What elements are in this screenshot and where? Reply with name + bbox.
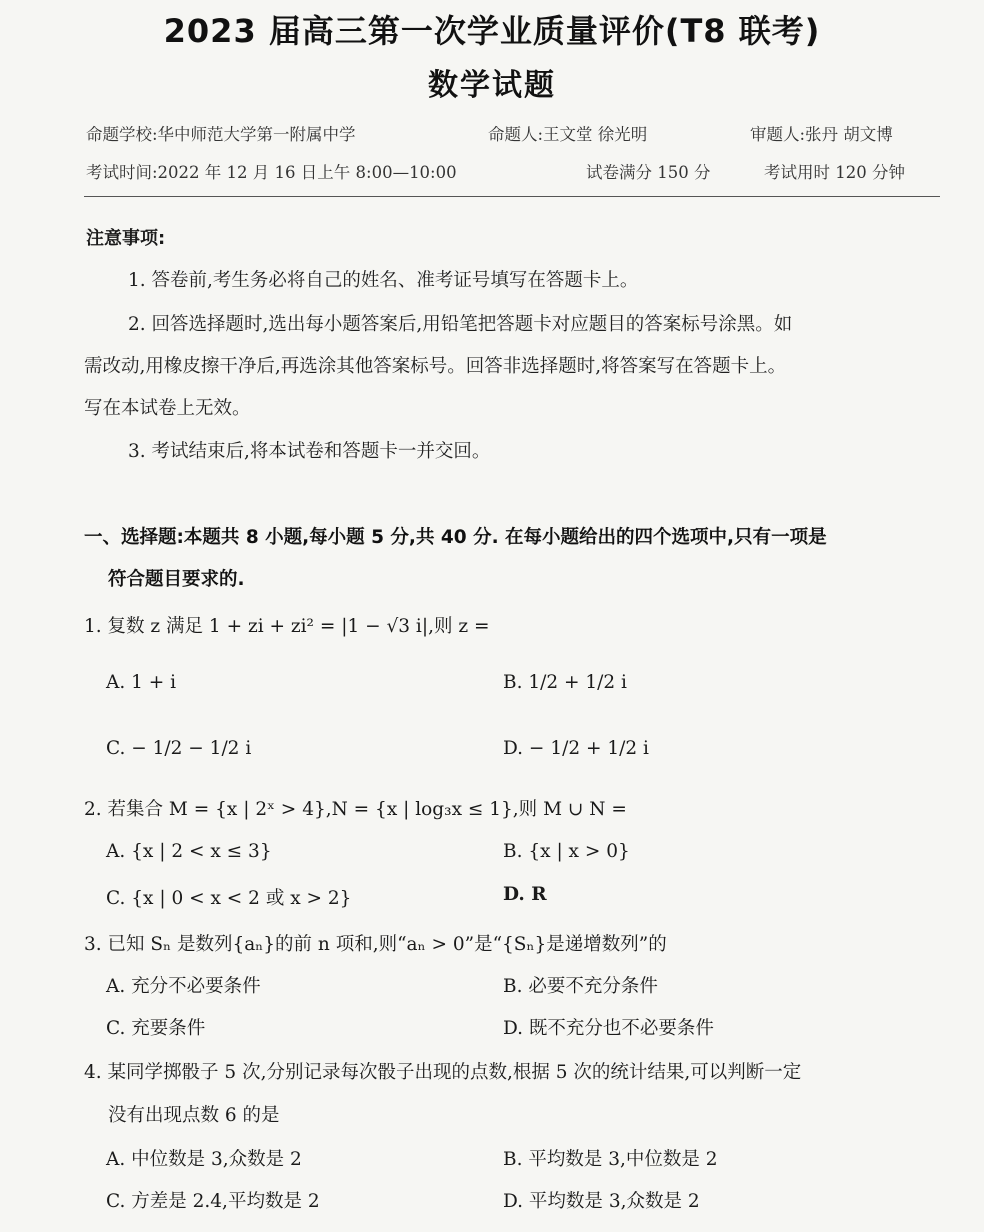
section-1-heading: 一、选择题:本题共 8 小题,每小题 5 分,共 40 分. 在每小题给出的四个选项中,只有一项是 bbox=[84, 527, 827, 548]
notice-item-2-line-2: 需改动,用橡皮擦干净后,再选涂其他答案标号。回答非选择题时,将答案写在答题卡上。 bbox=[84, 356, 787, 377]
question-4-stem-line-2: 没有出现点数 6 的是 bbox=[108, 1105, 280, 1126]
notice-item-2-line-1: 2. 回答选择题时,选出每小题答案后,用铅笔把答题卡对应题目的答案标号涂黑。如 bbox=[128, 314, 793, 335]
section-1-heading-cont: 符合题目要求的. bbox=[108, 569, 245, 590]
notice-title: 注意事项: bbox=[86, 228, 166, 249]
question-1-option-a: A. 1 + i bbox=[106, 672, 177, 693]
exam-subject: 数学试题 bbox=[428, 68, 556, 103]
question-2-stem: 2. 若集合 M = {x | 2ˣ > 4},N = {x | log₃x ≤ 1},则 M ∪ N = bbox=[84, 799, 627, 820]
question-1-option-c: C. − 1/2 − 1/2 i bbox=[106, 738, 252, 759]
question-1-stem: 1. 复数 z 满足 1 + zi + zi² = |1 − √3 i|,则 z = bbox=[84, 616, 490, 637]
exam-title: 2023 届高三第一次学业质量评价(T8 联考) bbox=[163, 12, 821, 50]
question-3-option-a: A. 充分不必要条件 bbox=[106, 976, 261, 997]
question-2-option-c: C. {x | 0 < x < 2 或 x > 2} bbox=[106, 888, 352, 909]
exam-meta-row-1 bbox=[86, 121, 946, 145]
question-3-option-d: D. 既不充分也不必要条件 bbox=[503, 1018, 714, 1039]
question-3-option-c: C. 充要条件 bbox=[106, 1018, 206, 1039]
question-2-option-b: B. {x | x > 0} bbox=[503, 841, 630, 862]
notice-item-1: 1. 答卷前,考生务必将自己的姓名、准考证号填写在答题卡上。 bbox=[128, 270, 639, 291]
question-3-option-b: B. 必要不充分条件 bbox=[503, 976, 658, 997]
question-2-option-d: D. R bbox=[503, 884, 547, 905]
reviewer-info: 审题人:张丹 胡文博 bbox=[750, 125, 893, 144]
question-2-option-a: A. {x | 2 < x ≤ 3} bbox=[106, 841, 272, 862]
exam-meta-row-2 bbox=[86, 159, 946, 183]
setter-info: 命题人:王文堂 徐光明 bbox=[488, 125, 648, 144]
full-score: 试卷满分 150 分 bbox=[586, 163, 711, 182]
question-4-stem-line-1: 4. 某同学掷骰子 5 次,分别记录每次骰子出现的点数,根据 5 次的统计结果,可以判断一定 bbox=[84, 1062, 802, 1083]
question-1-option-d: D. − 1/2 + 1/2 i bbox=[503, 738, 649, 759]
question-4-option-b: B. 平均数是 3,中位数是 2 bbox=[503, 1149, 718, 1170]
question-4-option-d: D. 平均数是 3,众数是 2 bbox=[503, 1191, 700, 1212]
school-info: 命题学校:华中师范大学第一附属中学 bbox=[86, 125, 356, 144]
notice-item-3: 3. 考试结束后,将本试卷和答题卡一并交回。 bbox=[128, 441, 491, 462]
question-4-option-c: C. 方差是 2.4,平均数是 2 bbox=[106, 1191, 320, 1212]
question-4-option-a: A. 中位数是 3,众数是 2 bbox=[106, 1149, 302, 1170]
header-divider bbox=[84, 196, 940, 197]
question-3-stem: 3. 已知 Sₙ 是数列{aₙ}的前 n 项和,则“aₙ > 0”是“{Sₙ}是递增数列”的 bbox=[84, 934, 667, 955]
question-1-option-b: B. 1/2 + 1/2 i bbox=[503, 672, 627, 693]
notice-item-2-line-3: 写在本试卷上无效。 bbox=[84, 398, 251, 419]
duration: 考试用时 120 分钟 bbox=[764, 163, 905, 182]
exam-time: 考试时间:2022 年 12 月 16 日上午 8:00—10:00 bbox=[86, 163, 457, 182]
